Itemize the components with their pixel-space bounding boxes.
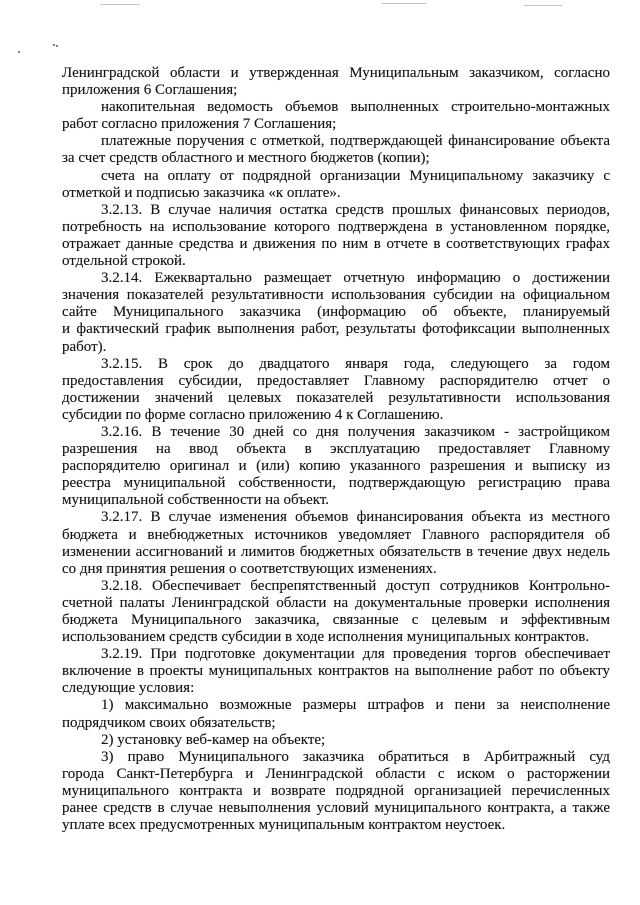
document-body <box>62 65 610 834</box>
text-line: счетной палаты Ленинградской области на документальные проверки исполнения <box>62 594 610 611</box>
text-line: следующие условия: <box>62 680 195 697</box>
text-line: распорядителю оригинал и (или) копию указанного разрешения и выписку из <box>62 458 610 475</box>
text-line: разрешения на ввод объекта в эксплуатацию предоставляет Главному <box>62 441 610 458</box>
clause-3-2-19 <box>62 646 610 697</box>
text-line: реестра муниципальной собственности, подтверждающую регистрацию права <box>62 475 610 492</box>
text-line: значения показателей результативности использования субсидии на официальном <box>62 287 610 304</box>
condition-item-1 <box>62 697 610 731</box>
text-line: 1) максимально возможные размеры штрафов и пени за неисполнение <box>101 697 610 714</box>
text-line: города Санкт-Петербурга и Ленинградской области с иском о расторжении <box>62 765 610 782</box>
text-line: за счет средств областного и местного бюджетов (копии); <box>62 150 430 167</box>
text-line: работ). <box>62 338 107 355</box>
text-line: платежные поручения с отметкой, подтверждающей финансирование объекта <box>101 133 610 150</box>
text-line: приложения 6 Соглашения; <box>62 82 238 99</box>
clause-3-2-15 <box>62 356 610 424</box>
paragraph-accumulative-statement <box>62 99 610 133</box>
text-line: 3.2.17. В случае изменения объемов финансирования объекта из местного <box>101 509 610 526</box>
text-line: 3) право Муниципального заказчика обратиться в Арбитражный суд <box>101 748 610 765</box>
text-line: и фактический график выполнения работ, результаты фотофиксации выполненных <box>62 321 610 338</box>
text-line: достижении значений целевых показателей результативности использования <box>62 389 610 406</box>
text-line: бюджета и внебюджетных источников уведомляет Главного распорядителя об <box>62 526 610 543</box>
text-line: субсидии по форме согласно приложению 4 к Соглашению. <box>62 406 444 423</box>
scan-artifact-line <box>524 5 562 6</box>
condition-item-3 <box>62 749 610 834</box>
text-line: отметкой и подписью заказчика «к оплате». <box>62 184 341 201</box>
text-line: муниципальной собственности на объект. <box>62 492 329 509</box>
text-line: накопительная ведомость объемов выполненных строительно-монтажных <box>101 99 610 116</box>
text-line: ранее средств в случае невыполнения условий муниципального контракта, а также <box>62 800 610 817</box>
paragraph-invoices <box>62 168 610 202</box>
text-line: 3.2.14. Ежеквартально размещает отчетную информацию о достижении <box>101 270 610 287</box>
text-line: 3.2.15. В срок до двадцатого января года, следующего за годом <box>101 355 610 372</box>
text-line: бюджета Муниципального заказчика, связанные с целевым и эффективным <box>62 612 610 628</box>
scan-speck <box>56 45 58 47</box>
text-line: включение в проекты муниципальных контрактов на выполнение работ по объекту <box>62 663 610 680</box>
text-line: изменении ассигнований и лимитов бюджетных обязательств в течение двух недель <box>62 543 610 560</box>
text-line: работ согласно приложения 7 Соглашения; <box>62 116 337 133</box>
text-line: подрядчиком своих обязательств; <box>62 714 276 731</box>
scan-speck <box>53 44 55 46</box>
text-line: 2) установку веб-камер на объекте; <box>101 731 326 748</box>
text-line: со дня принятия решения о соответствующих изменениях. <box>62 560 437 577</box>
paragraph-list-continuation <box>62 65 610 99</box>
text-line: отражает данные средства и движения по ним в отчете в соответствующих графах <box>62 235 610 252</box>
paragraph-payment-orders <box>62 133 610 167</box>
text-line: 3.2.13. В случае наличия остатка средств прошлых финансовых периодов, <box>101 201 610 218</box>
text-line: 3.2.19. При подготовке документации для проведения торгов обеспечивает <box>101 646 610 663</box>
text-line: счета на оплату от подрядной организации Муниципальному заказчику с <box>101 167 610 184</box>
text-line: 3.2.18. Обеспечивает беспрепятственный доступ сотрудников Контрольно- <box>101 577 610 594</box>
clause-3-2-17 <box>62 509 610 577</box>
condition-item-2 <box>62 732 610 749</box>
clause-3-2-18 <box>62 578 610 646</box>
clause-3-2-13 <box>62 202 610 270</box>
clause-3-2-16 <box>62 424 610 509</box>
text-line: потребность на использование которого подтверждена в установленном порядке, <box>62 218 610 235</box>
text-line: муниципального контракта и возврате подрядной организацией перечисленных <box>62 782 610 799</box>
clause-3-2-14 <box>62 270 610 355</box>
text-line: Ленинградской области и утвержденная Муниципальным заказчиком, согласно <box>62 65 610 81</box>
text-line: 3.2.16. В течение 30 дней со дня получения заказчиком - застройщиком <box>101 423 610 440</box>
text-line: использованием средств субсидии в ходе исполнения муниципальных контрактов. <box>62 629 590 646</box>
scan-artifact-line <box>100 4 140 5</box>
text-line: сайте Муниципального заказчика (информацию об объекте, планируемый <box>62 304 610 321</box>
text-line: отдельной строкой. <box>62 253 186 270</box>
scan-speck <box>18 51 20 53</box>
scan-artifact-line <box>382 3 426 4</box>
text-line: предоставления субсидии, предоставляет Главному распорядителю отчет о <box>62 372 610 389</box>
text-line: уплате всех предусмотренных муниципальным контрактом неустоек. <box>62 817 506 834</box>
